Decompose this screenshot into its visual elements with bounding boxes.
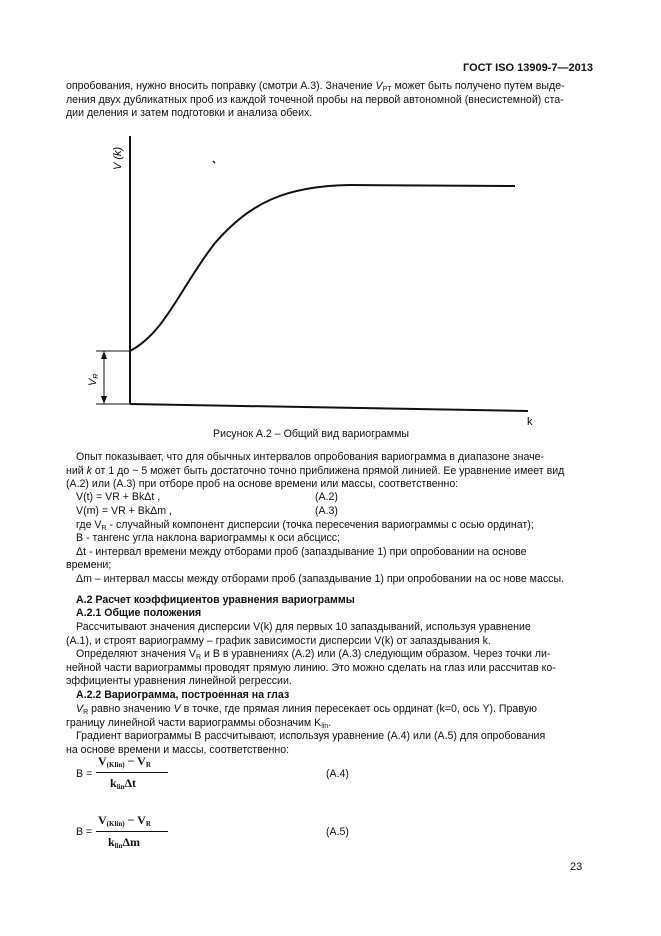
- intro-line-1: опробования, нужно вносить поправку (смотри А.3). Значение $V_{PT}$ может быть получено путем выде-: [66, 80, 565, 93]
- formula-a4-fraction-bar: [96, 772, 168, 773]
- vr-arrow-down: [101, 396, 107, 404]
- formula-a4-numerator: $V_{(Klin)} - V_R$: [98, 754, 151, 769]
- formula-a4-denominator: $k_{lin}\Delta t$: [110, 776, 137, 791]
- section-a21-title: А.2.1 Общие положения: [76, 607, 202, 619]
- a21-line-3: Определяют значения $V_R$ и В в уравнениях (А.2) или (А.3) следующим образом. Через точки ли-: [76, 648, 551, 662]
- x-axis-label: k: [527, 416, 533, 428]
- formula-a4-label: (А.4): [326, 768, 349, 780]
- intro-line-2: ления двух дубликатных проб из каждой точечной пробы на первой автономной (внесистемной) ста-: [66, 93, 564, 106]
- equation-a2-label: (А.2): [315, 491, 338, 503]
- a22-line-1: $V_R$ равно значению V в точке, где прямая линия пересекает ось ординат (k=0, ось Y). Правую: [76, 703, 537, 716]
- equation-a2: V(t) = VR + BkΔt ,: [76, 491, 161, 503]
- a21-line-4: нейной части вариограммы проводят прямую линию. Это можно сделать на глаз или рассчитав ко-: [66, 661, 556, 674]
- vr-arrow-up: [101, 351, 107, 359]
- definition-b: В - тангенс угла наклона вариограммы к оси абсцисс;: [76, 532, 341, 544]
- formula-a4-lhs: В =: [76, 768, 93, 780]
- section-a21-paragraph: [66, 621, 598, 689]
- a21-line-1: Рассчитывают значения дисперсии V(k) для первых 10 запаздываний, используя уравнение: [76, 621, 531, 633]
- definition-dt: Δt - интервал времени между отборами проб (запаздывание 1) при опробовании на основе: [76, 546, 527, 558]
- intro-paragraph: [66, 80, 598, 121]
- definition-vr: где $V_R$ - случайный компонент дисперсии (точка пересечения вариограммы с осью ординат);: [76, 519, 534, 532]
- formula-a5-label: (А.5): [326, 826, 349, 838]
- a22-line-4: на основе времени и массы, соответственно:: [66, 743, 290, 756]
- a21-line-2: (А.1), и строят вариограмму – график зависимости дисперсии V(k) от запаздывания k.: [66, 634, 491, 647]
- a21-line-5: эффициенты уравнения линейной регрессии.: [66, 675, 292, 688]
- a22-line-2: границу линейной части вариограммы обозначим $K_{lin}$.: [66, 716, 332, 730]
- section-a22-title: А.2.2 Вариограмма, построенная на глаз: [76, 689, 290, 701]
- formula-a5: [96, 811, 176, 855]
- definition-dt-cont: времени;: [66, 559, 112, 571]
- body-line-3: (А.2) или (А.3) при отборе проб на основе времени или массы, соответственно:: [66, 478, 459, 491]
- formula-a4: [96, 752, 176, 796]
- variogram-figure: [0, 128, 661, 428]
- a22-line-3: Градиент вариограммы В рассчитывают, используя уравнение (А.4) или (А.5) для опробования: [76, 730, 546, 743]
- y-axis-label: V (k): [112, 146, 124, 170]
- intro-line-3: дии деления и затем подготовки и анализа обеих.: [66, 107, 313, 120]
- formula-a5-fraction-bar: [96, 831, 168, 832]
- scan-mark: [213, 161, 215, 163]
- x-axis: [130, 404, 528, 411]
- document-standard-header: ГОСТ ISO 13909-7—2013: [463, 62, 593, 74]
- formula-a5-lhs: В =: [76, 826, 93, 838]
- formula-a5-numerator: $V_{(Klin)} - V_R$: [98, 813, 151, 828]
- body-paragraph: [66, 451, 598, 492]
- body-line-2: ний k от 1 до ~ 5 может быть достаточно точно приближена прямой линией. Ее уравнение имеет вид: [66, 464, 565, 477]
- page-number: 23: [570, 861, 583, 873]
- variogram-curve: [130, 185, 515, 351]
- formula-a5-denominator: $k_{lin}\Delta m$: [108, 835, 141, 850]
- equation-a3: V(m) = VR + BkΔm ,: [76, 505, 172, 517]
- equation-a3-label: (А.3): [315, 505, 338, 517]
- section-a2-title: А.2 Расчет коэффициентов уравнения вариограммы: [76, 594, 355, 606]
- section-a22-paragraph: [66, 703, 598, 757]
- definition-dm: Δm – интервал массы между отборами проб (запаздывание 1) при опробовании на ос нове массы.: [76, 573, 564, 585]
- vr-label: VR: [87, 373, 100, 386]
- figure-caption: Рисунок А.2 – Общий вид вариограммы: [213, 428, 409, 440]
- body-line-1: Опыт показывает, что для обычных интервалов опробования вариограмма в диапазоне значе-: [76, 451, 545, 463]
